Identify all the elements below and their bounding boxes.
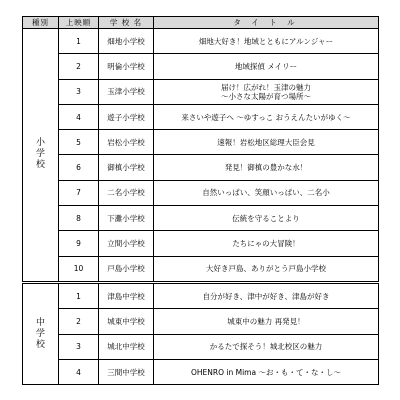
table-row [23,309,379,334]
category-cell [23,29,59,283]
title-cell [154,359,379,384]
order-cell: 7 [59,180,99,205]
order-cell: 9 [59,231,99,256]
title-cell [154,130,379,155]
title-line-2: ～小さな太陽が育つ場所～ [221,91,311,101]
table-header [23,17,379,29]
title-cell [154,29,379,54]
title-cell [154,180,379,205]
school-name-cell: 畑地小学校 [99,29,154,54]
junior-high-school-group [23,282,379,384]
category-char: 学 [35,149,45,160]
title-line: OHENRO in Mima ～お・も・て・な・し～ [191,367,341,377]
order-cell: 3 [59,79,99,104]
order-cell: 6 [59,155,99,180]
category-char: 校 [35,339,45,350]
title-cell [154,54,379,79]
order-cell: 2 [59,54,99,79]
table-row [23,104,379,129]
table-row [23,359,379,384]
table-row [23,231,379,256]
category-cell [23,282,59,384]
title-line: 発見！御槙の豊かな水！ [224,163,308,173]
title-line: 伝統を守ることより [232,213,300,223]
school-name-cell: 遊子小学校 [99,104,154,129]
title-line: 速報！岩松地区総理大臣会見 [217,137,315,147]
order-cell: 10 [59,256,99,282]
table-row [23,334,379,359]
school-name-cell: 明倫小学校 [99,54,154,79]
header-school: 学 校 名 [99,17,154,29]
category-char: 学 [35,328,45,339]
title-cell [154,79,379,104]
title-cell [154,309,379,334]
school-name-cell: 立間小学校 [99,231,154,256]
table-row [23,29,379,54]
title-line: 城東中の魅力 再発見！ [227,316,305,326]
school-name-cell: 城東中学校 [99,309,154,334]
order-cell: 5 [59,130,99,155]
school-name-cell: 岩松小学校 [99,130,154,155]
order-cell: 8 [59,206,99,231]
table-row [23,79,379,104]
school-name-cell: 二名小学校 [99,180,154,205]
table-row [23,256,379,282]
title-cell [154,282,379,308]
school-name-cell: 御槙小学校 [99,155,154,180]
category-char: 中 [35,317,45,328]
table-row [23,206,379,231]
title-line: 地域探偵 メイリー [234,61,298,71]
table-row [23,130,379,155]
school-name-cell: 津島中学校 [99,282,154,308]
school-name-cell: 三間中学校 [99,359,154,384]
order-cell: 4 [59,104,99,129]
title-line: かるたで探そう！城北校区の魅力 [209,342,323,352]
header-row [23,17,379,29]
order-cell: 4 [59,359,99,384]
title-cell [154,334,379,359]
header-title: タ イ ト ル [154,17,379,29]
category-char: 小 [35,138,45,149]
school-name-cell: 城北中学校 [99,334,154,359]
title-cell [154,206,379,231]
order-cell: 2 [59,309,99,334]
title-line: 大好き戸島、ありがとう戸島小学校 [206,264,326,274]
school-name-cell: 戸島小学校 [99,256,154,282]
primary-school-group [23,29,379,283]
title-line: 届け！広がれ！玉津の魅力 [221,82,311,92]
title-cell [154,104,379,129]
category-char: 校 [35,160,45,171]
title-line: 来さいや遊子へ ～ゆすっこ おうえんたいがゆく～ [181,112,351,122]
table-row [23,155,379,180]
title-cell [154,231,379,256]
screening-schedule-table [22,16,379,385]
title-cell [154,155,379,180]
title-cell [154,256,379,282]
title-line: 自分が好き、津中が好き、津島が好き [202,291,330,301]
order-cell: 1 [59,29,99,54]
title-line: 自然いっぱい、笑顔いっぱい、二名小 [202,188,330,198]
school-name-cell: 玉津小学校 [99,79,154,104]
order-cell: 1 [59,282,99,308]
table-row [23,282,379,308]
table-row [23,54,379,79]
title-line: 畑地大好き！地域とともにアルンジャー [198,36,334,46]
header-kind: 種別 [23,17,59,29]
table-row [23,180,379,205]
school-name-cell: 下灘小学校 [99,206,154,231]
header-order: 上映順 [59,17,99,29]
title-line: たちにゃの大冒険！ [232,239,300,249]
order-cell: 3 [59,334,99,359]
